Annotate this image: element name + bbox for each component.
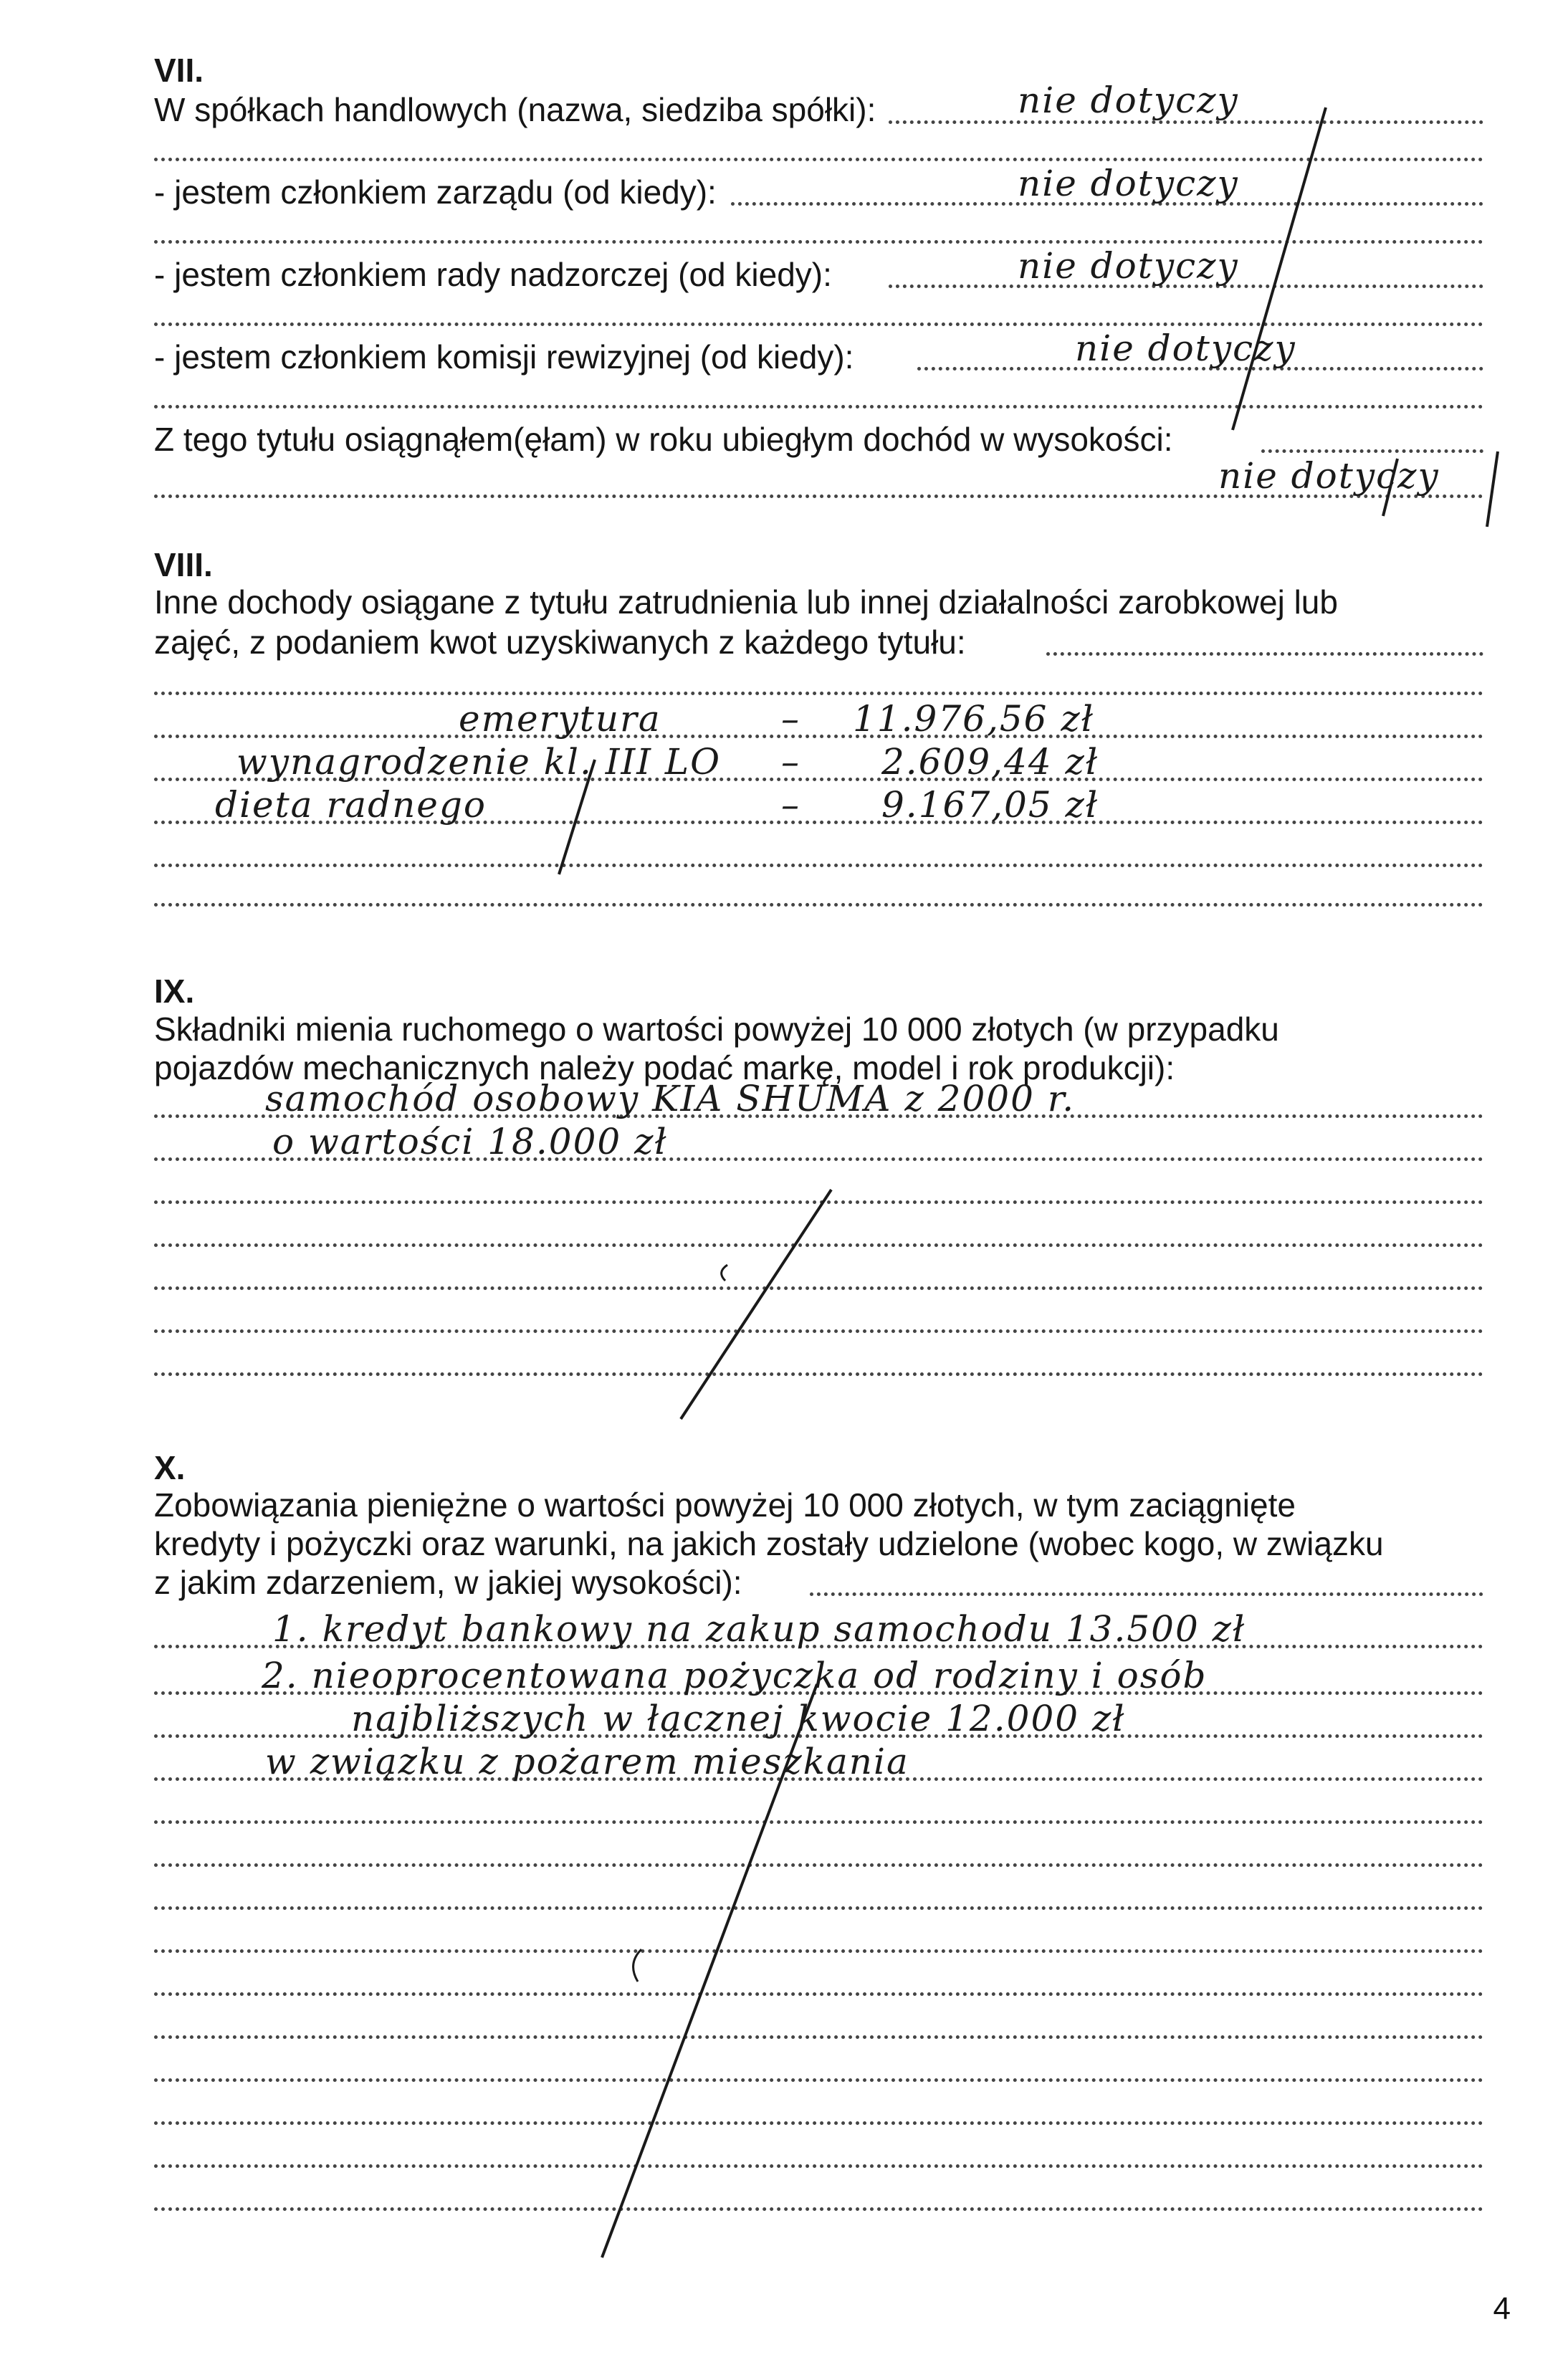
- viii-description-line1: Inne dochody osiągane z tytułu zatrudnienia lub innej działalności zarobkowej lub: [154, 583, 1338, 621]
- viii-entry-3-title: dieta radnego: [215, 784, 487, 826]
- x-description-line3: z jakim zdarzeniem, w jakiej wysokości):: [154, 1564, 742, 1601]
- section-vii-heading: VII.: [154, 52, 204, 89]
- x-handwritten-line1: 1. kredyt bankowy na zakup samochodu 13.500 zł: [272, 1608, 1246, 1650]
- x-handwritten-line4: w związku z pożarem mieszkania: [265, 1741, 909, 1782]
- viii-strike-line: [559, 760, 595, 874]
- vii-companies-label: W spółkach handlowych (nazwa, siedziba spółki):: [154, 91, 876, 128]
- x-description-line2: kredyty i pożyczki oraz warunki, na jakich zostały udzielone (wobec kogo, w związku: [154, 1525, 1384, 1562]
- viii-entry-2-title: wynagrodzenie kl. III LO: [236, 741, 722, 783]
- section-ix-heading: IX.: [154, 973, 195, 1010]
- x-handwritten-line3: najbliższych w łącznej kwocie 12.000 zł: [351, 1698, 1126, 1739]
- vii-answer-2: nie dotyczy: [1018, 163, 1239, 204]
- vii-answer-stroke-2: [1383, 459, 1397, 516]
- x-description-line1: Zobowiązania pieniężne o wartości powyżej 10 000 złotych, w tym zaciągnięte: [154, 1486, 1296, 1524]
- viii-entry-1-amount: 11.976,56 zł: [853, 698, 1094, 740]
- viii-entry-3-dash: –: [781, 784, 800, 826]
- vii-answer-1: nie dotyczy: [1018, 80, 1239, 121]
- pen-mark: [634, 1949, 641, 1982]
- vii-income-label: Z tego tytułu osiągnąłem(ęłam) w roku ubiegłym dochód w wysokości:: [154, 421, 1173, 458]
- vii-audit-label: - jestem członkiem komisji rewizyjnej (od kiedy):: [154, 338, 854, 376]
- vii-supervisory-label: - jestem członkiem rady nadzorczej (od kiedy):: [154, 256, 832, 293]
- viii-entry-1-title: emerytura: [459, 698, 661, 740]
- vii-answer-4: nie dotyczy: [1075, 328, 1296, 369]
- x-handwritten-line2: 2. nieoprocentowana pożyczka od rodziny i osób: [262, 1655, 1208, 1696]
- vii-board-label: - jestem członkiem zarządu (od kiedy):: [154, 173, 717, 211]
- ix-handwritten-line2: o wartości 18.000 zł: [272, 1121, 668, 1162]
- vii-answer-3: nie dotyczy: [1018, 245, 1239, 287]
- vii-answer-stroke: [1487, 451, 1498, 527]
- viii-description-line2: zajęć, z podaniem kwot uzyskiwanych z każdego tytułu:: [154, 623, 966, 661]
- section-viii-heading: VIII.: [154, 546, 213, 583]
- vii-answer-5: nie dotyczy: [1218, 455, 1440, 497]
- viii-entry-1-dash: –: [781, 698, 800, 740]
- ix-description-line2: pojazdów mechanicznych należy podać markę, model i rok produkcji):: [154, 1049, 1175, 1086]
- section-x-heading: X.: [154, 1449, 186, 1486]
- viii-entry-2-amount: 2.609,44 zł: [881, 741, 1099, 783]
- ix-description-line1: Składniki mienia ruchomego o wartości powyżej 10 000 złotych (w przypadku: [154, 1010, 1279, 1048]
- vii-strike-line: [1233, 107, 1326, 430]
- viii-entry-2-dash: –: [781, 741, 800, 783]
- ix-strike-line: [681, 1190, 831, 1419]
- pen-mark: [722, 1265, 727, 1281]
- ix-handwritten-line1: samochód osobowy KIA SHUMA z 2000 r.: [265, 1078, 1076, 1119]
- page-number: 4: [1493, 2291, 1511, 2326]
- viii-entry-3-amount: 9.167,05 zł: [881, 784, 1099, 826]
